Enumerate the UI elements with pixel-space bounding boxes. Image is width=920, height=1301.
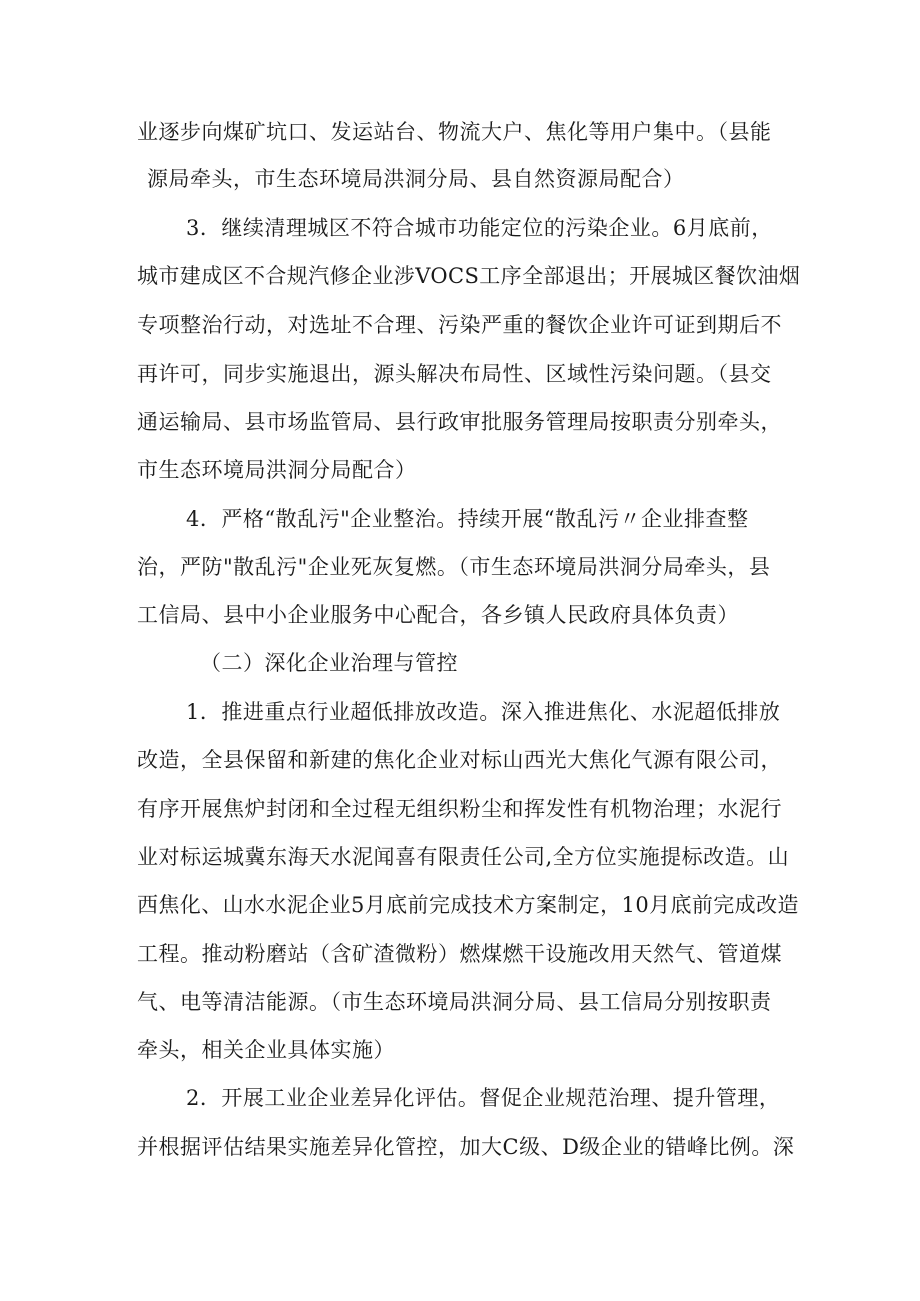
text-line: 治，严防"散乱污"企业死灰复燃。（市生态环境局洪洞分局牵头，县 xyxy=(137,555,771,579)
text-line: 1．推进重点行业超低排放改造。深入推进焦化、水泥超低排放 xyxy=(186,700,781,724)
text-line: 再许可，同步实施退出，源头解决布局性、区域性污染问题。（县交 xyxy=(137,362,772,386)
text-line: 牵头，相关企业具体实施） xyxy=(137,1038,395,1062)
text-line: 4．严格“散乱污"企业整治。持续开展“散乱污〃企业排查整 xyxy=(186,507,749,531)
text-line: 业逐步向煤矿坑口、发运站台、物流大户、焦化等用户集中。（县能 xyxy=(137,120,772,144)
text-line: 源局牵头，市生态环境局洪洞分局、县自然资源局配合） xyxy=(147,167,685,191)
text-line: 气、电等清洁能源。（市生态环境局洪洞分局、县工信局分别按职责 xyxy=(137,990,772,1014)
text-line: 西焦化、山水水泥企业5月底前完成技术方案制定，10月底前完成改造 xyxy=(137,893,799,917)
text-line: 3．继续清理城区不符合城市功能定位的污染企业。6月底前， xyxy=(186,216,773,240)
text-line: 专项整治行动，对选址不合理、污染严重的餐饮企业许可证到期后不 xyxy=(137,313,782,337)
text-line: 工程。推动粉磨站（含矿渣微粉）燃煤燃干设施改用天然气、管道煤 xyxy=(137,942,782,966)
text-line: 2．开展工业企业差异化评估。督促企业规范治理、提升管理， xyxy=(186,1086,781,1110)
text-line: 工信局、县中小企业服务中心配合，各乡镇人民政府具体负责） xyxy=(137,603,739,627)
text-line: 改造，全县保留和新建的焦化企业对标山西光大焦化气源有限公司， xyxy=(137,748,782,772)
text-line: 通运输局、县市场监管局、县行政审批服务管理局按职责分别牵头， xyxy=(137,410,782,434)
text-line: 有序开展焦炉封闭和全过程无组织粉尘和挥发性有机物治理；水泥行 xyxy=(137,797,782,821)
text-line: 城市建成区不合规汽修企业涉VOCS工序全部退出；开展城区餐饮油烟 xyxy=(137,264,801,288)
text-line: 业对标运城冀东海天水泥闻喜有限责任公司,全方位实施提标改造。山 xyxy=(137,845,790,869)
text-line: 并根据评估结果实施差异化管控，加大C级、D级企业的错峰比例。深 xyxy=(137,1135,795,1159)
text-line: 市生态环境局洪洞分局配合） xyxy=(137,458,417,482)
section-heading: （二）深化企业治理与管控 xyxy=(200,651,458,675)
